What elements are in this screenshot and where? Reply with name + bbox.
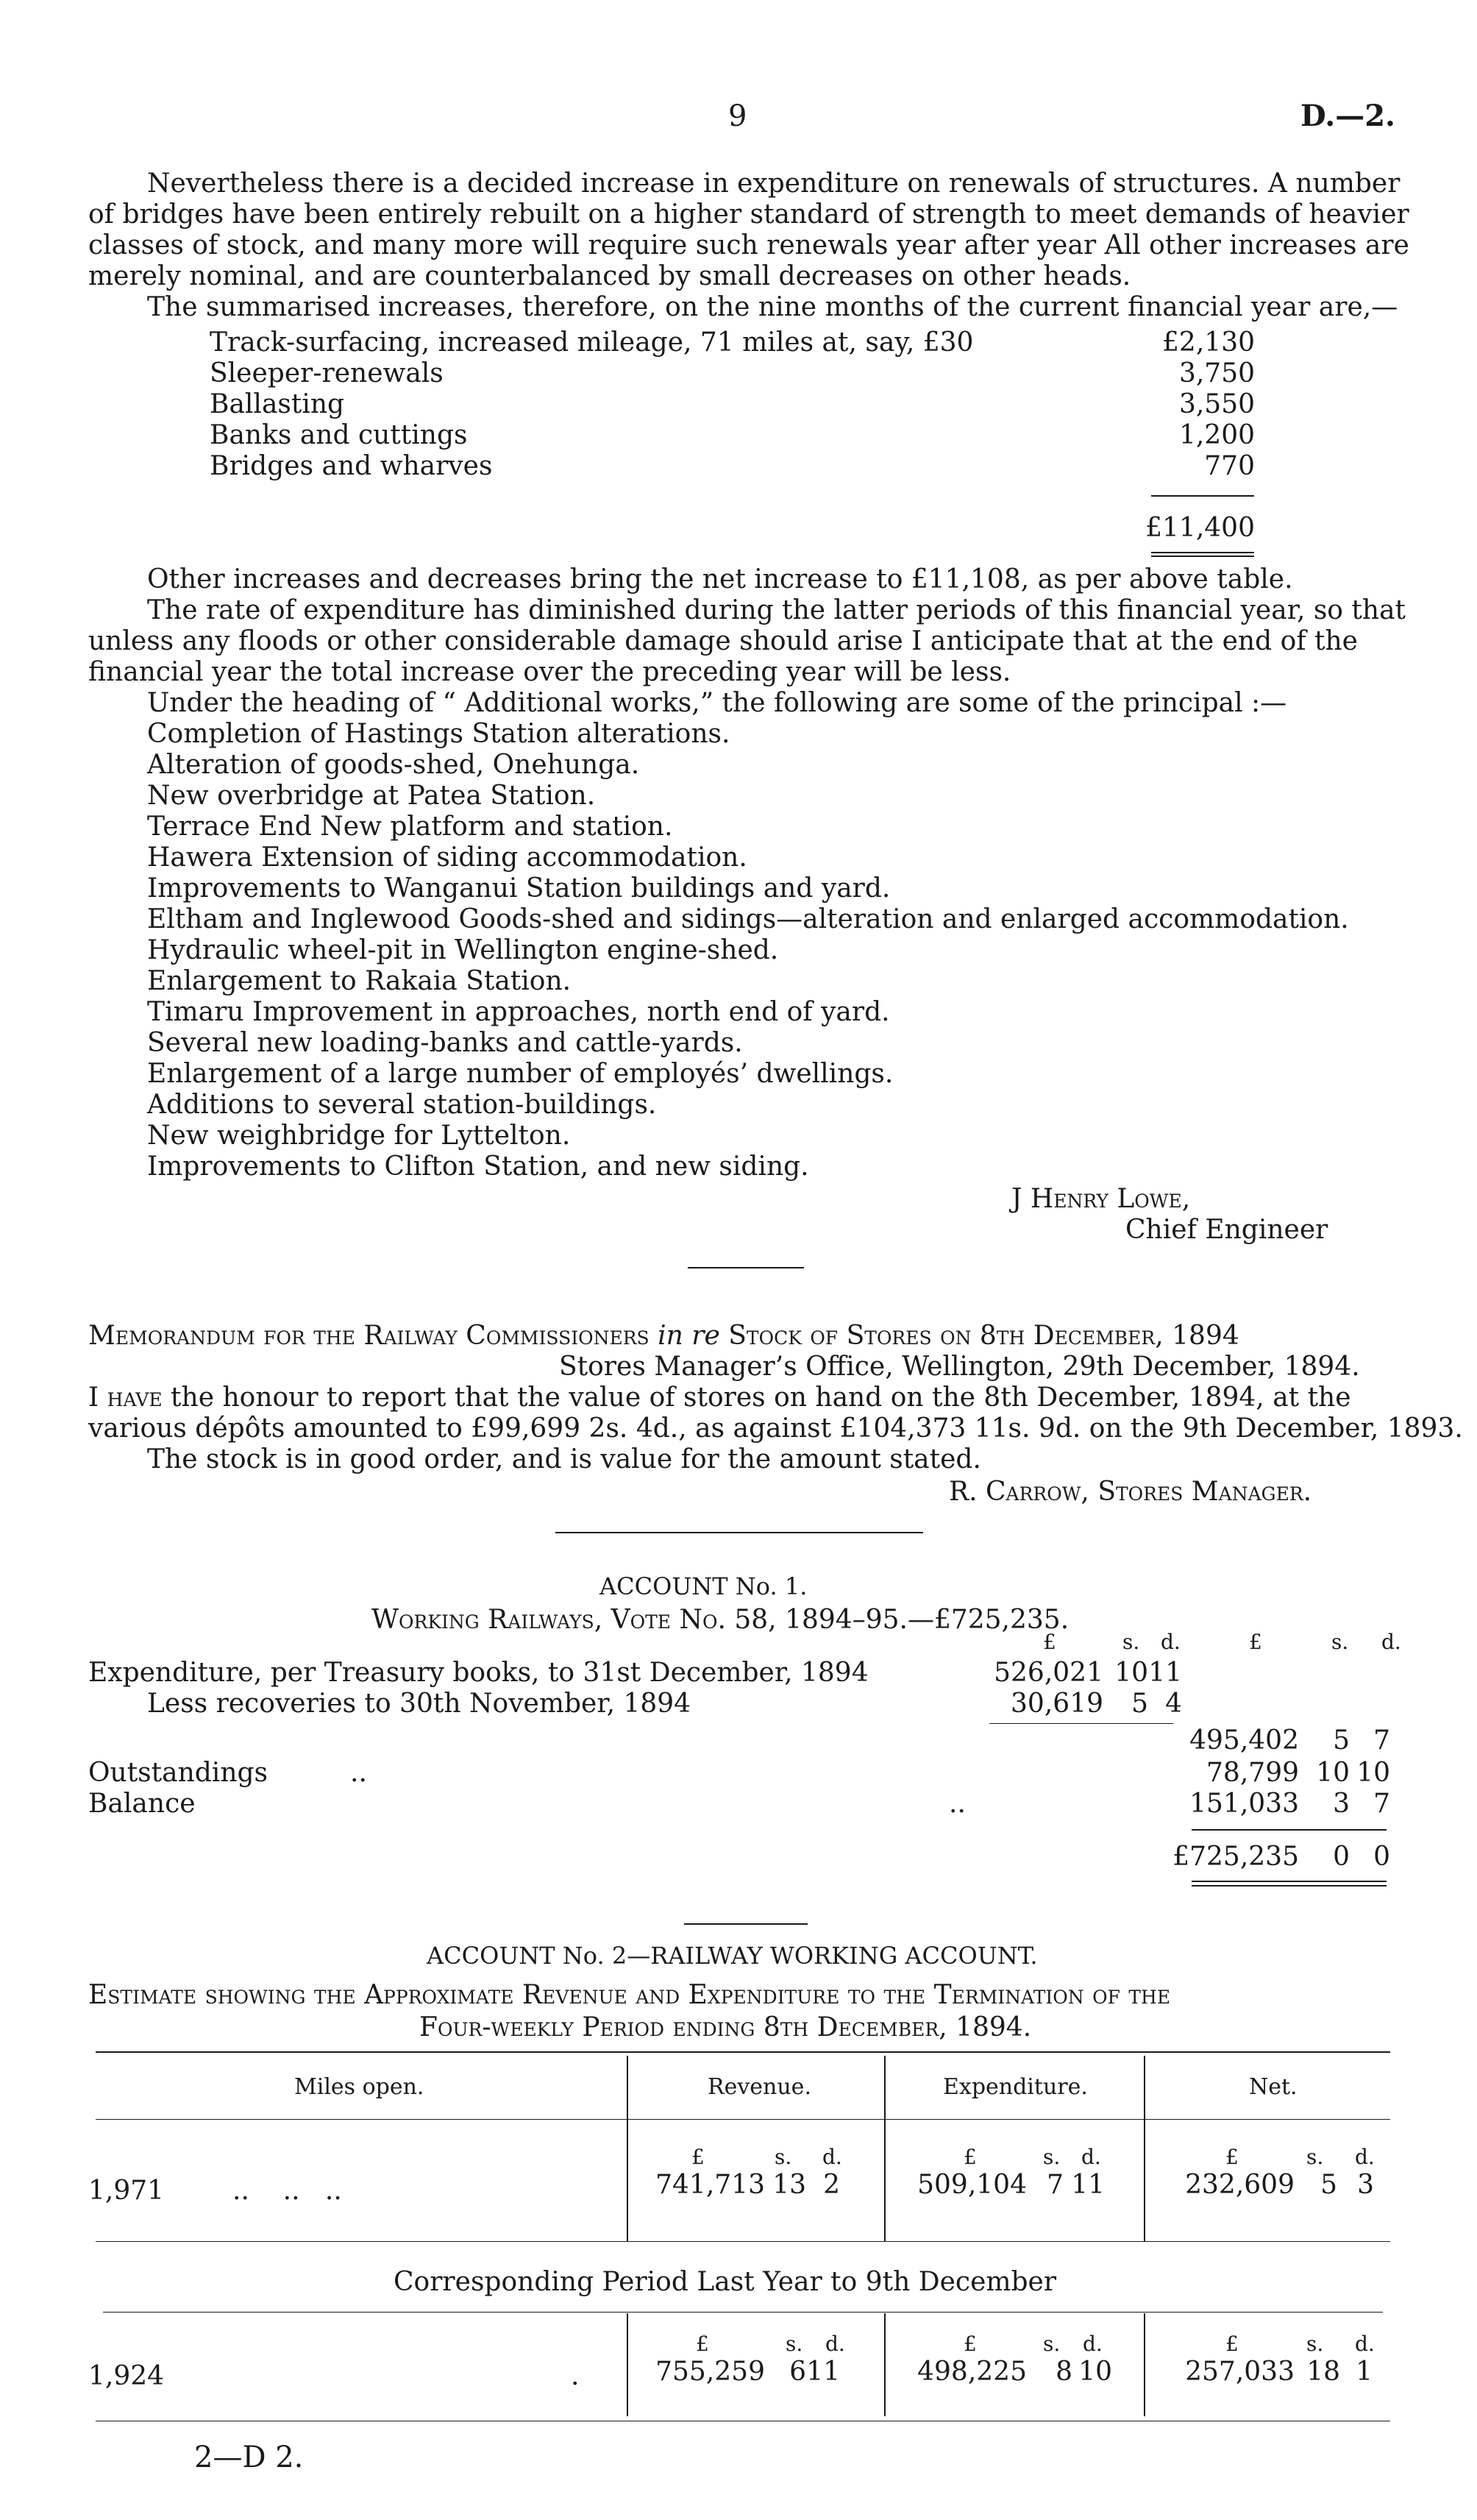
revenue-shillings: 6: [789, 2357, 806, 2387]
rate-line: unless any floods or other considerable damage should arise I anticipate that at the end of the: [88, 626, 1358, 656]
increase-amount: 3,750: [1178, 358, 1255, 388]
corresponding-period-label: Corresponding Period Last Year to 9th December: [394, 2267, 1057, 2297]
header-net: Net.: [1249, 2074, 1298, 2100]
header-revenue: Revenue.: [708, 2074, 811, 2100]
total-double-rule: [1192, 1885, 1387, 1887]
expenditure-pence: 11: [1071, 2170, 1105, 2200]
net-shillings: 5: [1320, 2170, 1337, 2200]
increase-label: Sleeper-renewals: [210, 358, 444, 388]
unit-pence: d.: [822, 2145, 842, 2169]
account1-row-label: Outstandings: [88, 1758, 268, 1788]
total-double-rule: [1151, 552, 1254, 553]
work-item: Improvements to Clifton Station, and new siding.: [147, 1151, 809, 1182]
leader-dots: .. .. ..: [232, 2176, 342, 2206]
intro-line: merely nominal, and are counterbalanced by small decreases on other heads.: [88, 261, 1131, 291]
column-divider: [1144, 2056, 1145, 2241]
increase-label: Track-surfacing, increased mileage, 71 miles at, say, £30: [210, 327, 974, 358]
col-head-shillings: s.: [1122, 1630, 1140, 1654]
work-item: Several new loading-banks and cattle-yards.: [147, 1028, 743, 1058]
net-pence: 3: [1357, 2170, 1374, 2200]
intro-line: of bridges have been entirely rebuilt on a higher standard of strength to meet demands of heavier: [88, 199, 1409, 230]
account2-estimate-line: Estimate showing the Approximate Revenue and Expenditure to the Termination of the: [88, 1980, 1171, 2010]
unit-pence: d.: [825, 2332, 845, 2356]
section-divider: [555, 1532, 923, 1533]
row-rule: [96, 2241, 1390, 2242]
work-item: Improvements to Wanganui Station buildings and yard.: [147, 873, 891, 904]
signature-mark: 2—D 2.: [194, 2441, 304, 2474]
unit-shillings: s.: [775, 2145, 792, 2169]
amount-pence: 10: [1356, 1758, 1390, 1788]
work-item: Timaru Improvement in approaches, north end of yard.: [147, 997, 890, 1027]
account2-title: ACCOUNT No. 2—RAILWAY WORKING ACCOUNT.: [427, 1942, 1038, 1970]
amount-pounds: 526,021: [994, 1658, 1103, 1688]
header-rule: [96, 2119, 1390, 2120]
section-divider: [684, 1923, 808, 1925]
increase-amount: 1,200: [1178, 420, 1255, 450]
increase-amount: £2,130: [1162, 327, 1255, 358]
net-increase-text: Other increases and decreases bring the net increase to £11,108, as per above table.: [147, 564, 1293, 594]
total-pence: 0: [1373, 1842, 1390, 1872]
summary-intro: The summarised increases, therefore, on the nine months of the current financial year are,—: [147, 292, 1398, 322]
work-item: Enlargement of a large number of employés’ dwellings.: [147, 1059, 894, 1089]
column-divider: [884, 2056, 886, 2241]
page-number: 9: [728, 99, 747, 133]
total-shillings: 0: [1333, 1842, 1350, 1872]
leader-dots: ..: [350, 1758, 367, 1788]
unit-shillings: s.: [1306, 2332, 1324, 2356]
account1-title: ACCOUNT No. 1.: [599, 1572, 808, 1600]
leader-dots: .: [571, 2361, 580, 2391]
col-head-pounds: £: [1249, 1630, 1262, 1654]
work-item: Hawera Extension of siding accommodation.: [147, 842, 747, 873]
expenditure-shillings: 8: [1056, 2357, 1072, 2387]
unit-shillings: s.: [1043, 2332, 1061, 2356]
amount-pounds: 495,402: [1189, 1725, 1299, 1756]
rate-line: The rate of expenditure has diminished during the latter periods of this financial year, so that: [147, 595, 1406, 625]
increase-amount: 770: [1204, 451, 1255, 481]
work-item: Completion of Hastings Station alterations.: [147, 719, 730, 749]
expenditure-shillings: 7: [1047, 2170, 1064, 2200]
amount-pounds: 30,619: [1011, 1689, 1103, 1719]
stores-manager-signature: R. Carrow, Stores Manager.: [949, 1477, 1312, 1507]
memo-line: [88, 1385, 1351, 1411]
miles-open-value: 1,924: [88, 2361, 165, 2391]
unit-pence: d.: [1355, 2332, 1375, 2356]
table-top-rule: [96, 2051, 1390, 2053]
total-rule: [1192, 1829, 1387, 1831]
amount-pence: 7: [1373, 1725, 1390, 1756]
revenue-pence: 11: [806, 2357, 840, 2387]
revenue-pounds: 741,713: [655, 2170, 765, 2200]
net-shillings: 18: [1306, 2357, 1340, 2387]
memo-title-b: Stock of Stores on 8th December, 1894: [728, 1321, 1239, 1351]
intro-line: Nevertheless there is a decided increase in expenditure on renewals of structures. A number: [147, 168, 1401, 199]
memo-line1-rest: the honour to report that the value of stores on hand on the 8th December, 1894, at the: [171, 1383, 1351, 1413]
total-pounds: £725,235: [1172, 1842, 1299, 1872]
leader-dots: ..: [949, 1789, 966, 1819]
additional-works-intro: Under the heading of “ Additional works,” the following are some of the principal :—: [147, 688, 1287, 718]
work-item: New weighbridge for Lyttelton.: [147, 1121, 571, 1151]
account1-row-label: Less recoveries to 30th November, 1894: [147, 1689, 691, 1719]
revenue-shillings: 13: [772, 2170, 806, 2200]
work-item: Additions to several station-buildings.: [147, 1090, 657, 1120]
total-double-rule: [1192, 1881, 1387, 1882]
expenditure-pounds: 509,104: [917, 2170, 1027, 2200]
total-double-rule: [1151, 556, 1254, 557]
unit-pence: d.: [1081, 2145, 1101, 2169]
col-head-shillings: s.: [1331, 1630, 1349, 1654]
expenditure-pence: 10: [1078, 2357, 1112, 2387]
amount-shillings: 10: [1316, 1758, 1350, 1788]
increases-total: £11,400: [1145, 513, 1255, 543]
revenue-pence: 2: [823, 2170, 840, 2200]
column-divider: [627, 2056, 628, 2241]
rate-line: financial year the total increase over the preceding year will be less.: [88, 657, 1011, 687]
account1-row-label: Expenditure, per Treasury books, to 31st December, 1894: [88, 1658, 869, 1688]
col-head-pence: d.: [1381, 1630, 1401, 1654]
unit-pounds: £: [964, 2145, 977, 2169]
subtotal-rule: [989, 1723, 1173, 1724]
work-item: Eltham and Inglewood Goods-shed and sidings—alteration and enlarged accommodation.: [147, 904, 1349, 934]
chief-engineer-name: J Henry Lowe,: [1011, 1184, 1191, 1214]
miles-open-value: 1,971: [88, 2176, 165, 2206]
amount-shillings: 5: [1131, 1689, 1148, 1719]
memo-line: various dépôts amounted to £99,699 2s. 4d., as against £104,373 11s. 9d. on the 9th December, 1893.: [88, 1413, 1463, 1444]
header-miles-open: Miles open.: [294, 2074, 424, 2100]
unit-shillings: s.: [1306, 2145, 1324, 2169]
amount-shillings: 10: [1114, 1658, 1148, 1688]
document-reference: D.—2.: [1300, 99, 1395, 133]
amount-pence: 4: [1165, 1689, 1182, 1719]
amount-pounds: 151,033: [1189, 1789, 1299, 1819]
work-item: Hydraulic wheel-pit in Wellington engine-shed.: [147, 935, 779, 965]
col-head-pence: d.: [1161, 1630, 1181, 1654]
row-rule: [103, 2312, 1383, 2313]
increase-label: Bridges and wharves: [210, 451, 493, 481]
increase-label: Banks and cuttings: [210, 420, 468, 450]
unit-pounds: £: [691, 2145, 705, 2169]
work-item: New overbridge at Patea Station.: [147, 781, 596, 811]
unit-shillings: s.: [786, 2332, 803, 2356]
work-item: Enlargement to Rakaia Station.: [147, 966, 572, 996]
revenue-pounds: 755,259: [655, 2357, 765, 2387]
amount-pence: 11: [1148, 1658, 1182, 1688]
amount-shillings: 3: [1333, 1789, 1350, 1819]
memo-title-a: Memorandum for the Railway Commissioners: [88, 1321, 649, 1351]
unit-pounds: £: [696, 2332, 709, 2356]
unit-pounds: £: [964, 2332, 977, 2356]
unit-pounds: £: [1225, 2332, 1239, 2356]
unit-pence: d.: [1355, 2145, 1375, 2169]
amount-pence: 7: [1373, 1789, 1390, 1819]
column-divider: [627, 2313, 628, 2416]
memo-title-in-re: in re: [658, 1321, 720, 1351]
memo-lead: I have: [88, 1383, 163, 1413]
sum-rule: [1151, 495, 1254, 497]
col-head-pounds: £: [1043, 1630, 1056, 1654]
column-divider: [884, 2313, 886, 2416]
account1-row-label: Balance: [88, 1789, 196, 1819]
increase-amount: 3,550: [1178, 389, 1255, 419]
memo-line: The stock is in good order, and is value for the amount stated.: [147, 1444, 981, 1474]
section-divider: [688, 1267, 804, 1268]
net-pence: 1: [1356, 2357, 1373, 2387]
memo-title: [88, 1323, 1239, 1349]
account2-estimate-line: Four-weekly Period ending 8th December, 1894.: [419, 2012, 1032, 2042]
unit-shillings: s.: [1043, 2145, 1061, 2169]
increase-label: Ballasting: [210, 389, 345, 419]
expenditure-pounds: 498,225: [917, 2357, 1027, 2387]
work-item: Terrace End New platform and station.: [147, 812, 673, 842]
memo-office-line: Stores Manager’s Office, Wellington, 29th December, 1894.: [559, 1352, 1360, 1382]
net-pounds: 257,033: [1185, 2357, 1295, 2387]
account1-subtitle: Working Railways, Vote No. 58, 1894–95.—£725,235.: [371, 1605, 1070, 1635]
amount-shillings: 5: [1333, 1725, 1350, 1756]
column-divider: [1144, 2313, 1145, 2416]
amount-pounds: 78,799: [1206, 1758, 1299, 1788]
intro-line: classes of stock, and many more will require such renewals year after year All other increases are: [88, 230, 1409, 260]
chief-engineer-title: Chief Engineer: [1125, 1215, 1328, 1245]
net-pounds: 232,609: [1185, 2170, 1295, 2200]
work-item: Alteration of goods-shed, Onehunga.: [147, 750, 640, 780]
unit-pounds: £: [1225, 2145, 1239, 2169]
header-expenditure: Expenditure.: [943, 2074, 1088, 2100]
unit-pence: d.: [1083, 2332, 1103, 2356]
